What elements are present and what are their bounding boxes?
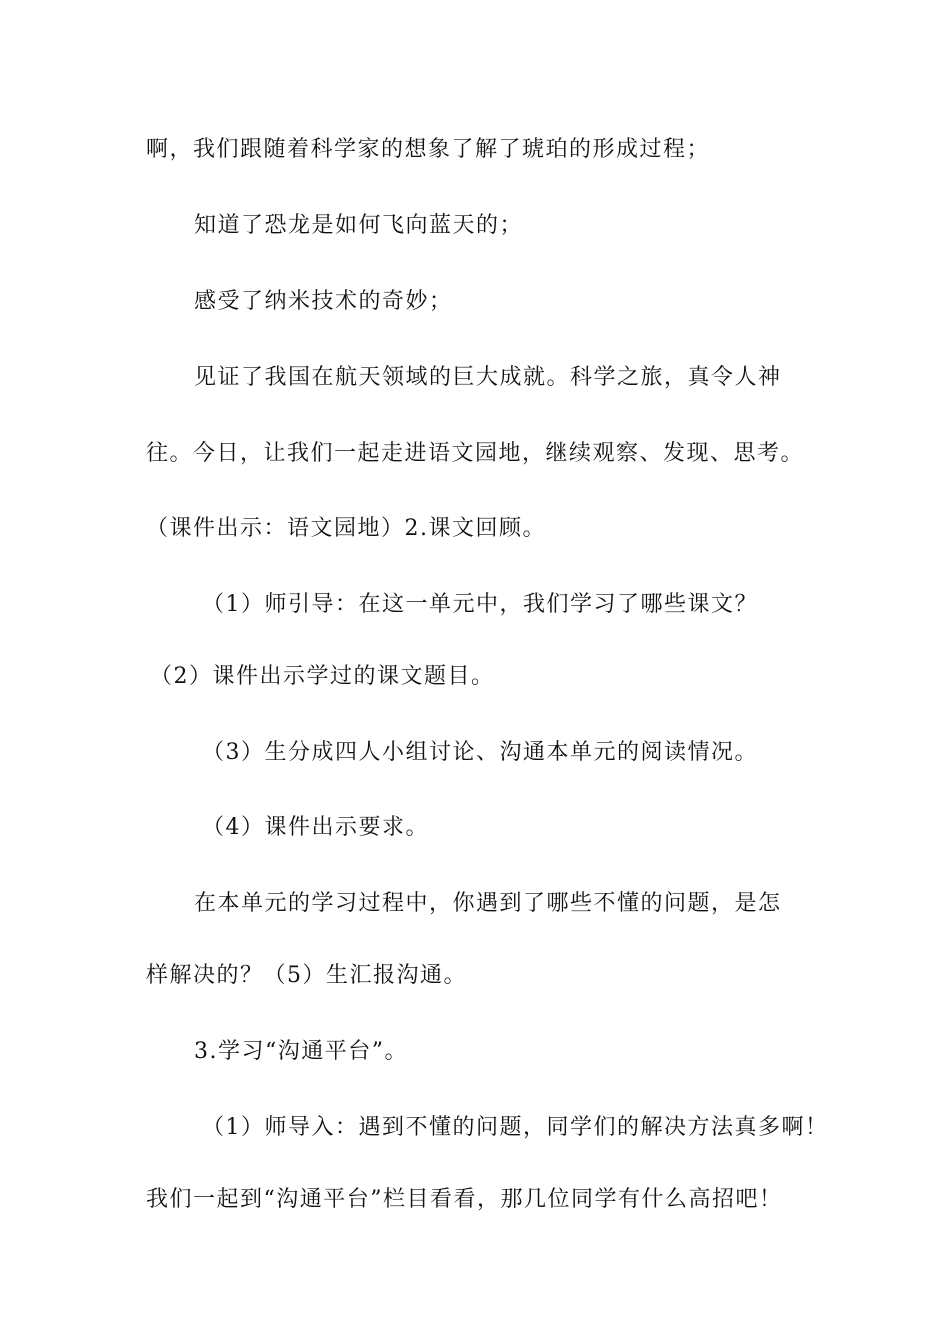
text-line-15: 我们一起到“沟通平台”栏目看看，那几位同学有什么高招吧！: [146, 1187, 783, 1212]
text-line-4: 见证了我国在航天领域的巨大成就。科学之旅，真令人神: [194, 365, 782, 390]
text-line-1: 啊，我们跟随着科学家的想象了解了琥珀的形成过程；: [146, 137, 711, 162]
text-line-10: （4）课件出示要求。: [202, 815, 429, 840]
text-line-14: （1）师导入：遇到不懂的问题，同学们的解决方法真多啊！: [202, 1115, 829, 1140]
text-line-12: 样解决的？（5）生汇报沟通。: [146, 963, 467, 988]
text-line-13: 3.学习“沟通平台”。: [194, 1039, 408, 1064]
text-line-7: （1）师引导：在这一单元中，我们学习了哪些课文？: [202, 592, 758, 617]
text-line-3: 感受了纳米技术的奇妙；: [194, 289, 453, 314]
text-line-6: （课件出示：语文园地）2.课文回顾。: [146, 516, 546, 541]
text-line-5: 往。今日，让我们一起走进语文园地，继续观察、发现、思考。: [146, 441, 805, 466]
text-line-2: 知道了恐龙是如何飞向蓝天的；: [194, 213, 524, 238]
text-line-8: （2）课件出示学过的课文题目。: [150, 664, 495, 689]
text-line-11: 在本单元的学习过程中，你遇到了哪些不懂的问题，是怎: [194, 891, 782, 916]
text-line-9: （3）生分成四人小组讨论、沟通本单元的阅读情况。: [202, 740, 758, 765]
